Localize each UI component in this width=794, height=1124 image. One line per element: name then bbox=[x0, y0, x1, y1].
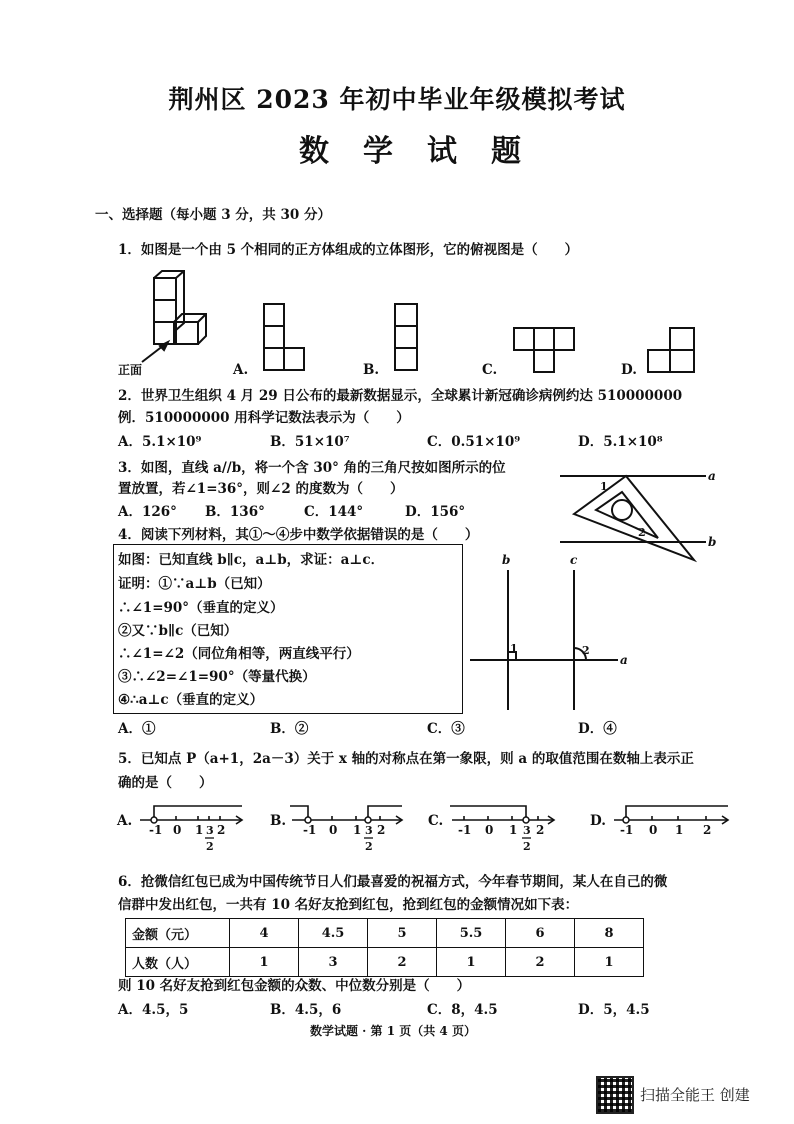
svg-text:0: 0 bbox=[649, 823, 658, 837]
q6-option-d[interactable]: D．5，4.5 bbox=[578, 1002, 650, 1018]
table-cell: 2 bbox=[368, 948, 437, 977]
svg-text:1: 1 bbox=[353, 823, 362, 837]
q4-box-line: ②又∵b∥c（已知） bbox=[118, 623, 238, 639]
table-row-header: 人数（人） bbox=[126, 948, 230, 977]
q2-stem-line2: 例．510000000 用科学记数法表示为（ ） bbox=[118, 410, 410, 426]
table-cell: 3 bbox=[299, 948, 368, 977]
q1-option-b-figure bbox=[393, 302, 433, 374]
q6-stem-line3: 则 10 名好友抢到红包金额的众数、中位数分别是（ ） bbox=[118, 978, 471, 994]
table-cell: 5.5 bbox=[437, 919, 506, 948]
svg-text:0: 0 bbox=[329, 823, 338, 837]
svg-text:0: 0 bbox=[173, 823, 182, 837]
table-row bbox=[126, 919, 644, 948]
q4-box-line: ∴∠1=∠2（同位角相等，两直线平行） bbox=[118, 646, 360, 662]
q1-option-d[interactable]: D. bbox=[621, 362, 637, 378]
svg-text:1: 1 bbox=[509, 823, 518, 837]
q5-number-line-a bbox=[138, 798, 258, 858]
q4-parallel-lines-figure bbox=[470, 550, 640, 715]
q5-number-line-d bbox=[612, 798, 742, 848]
q5-number-line-b bbox=[290, 798, 420, 858]
table-cell: 1 bbox=[437, 948, 506, 977]
q1-option-a[interactable]: A. bbox=[233, 362, 249, 378]
q4-angle2-label: 2 bbox=[582, 644, 590, 657]
svg-text:-1: -1 bbox=[620, 823, 634, 837]
table-cell: 8 bbox=[575, 919, 644, 948]
q1-option-a-figure bbox=[262, 302, 322, 374]
q3-option-d[interactable]: D．156° bbox=[405, 504, 466, 520]
svg-text:2: 2 bbox=[217, 823, 226, 837]
svg-text:1: 1 bbox=[195, 823, 204, 837]
table-cell: 2 bbox=[506, 948, 575, 977]
svg-text:2: 2 bbox=[536, 823, 545, 837]
svg-text:-1: -1 bbox=[303, 823, 317, 837]
table-row-header: 金额（元） bbox=[126, 919, 230, 948]
q4-line-c-label: c bbox=[570, 553, 578, 567]
table-cell: 4.5 bbox=[299, 919, 368, 948]
q4-option-d[interactable]: D．④ bbox=[578, 721, 617, 737]
svg-text:-1: -1 bbox=[458, 823, 472, 837]
q4-box-line: ∴∠1=90°（垂直的定义） bbox=[118, 600, 284, 616]
svg-text:2: 2 bbox=[703, 823, 712, 837]
q6-option-a[interactable]: A．4.5，5 bbox=[118, 1002, 189, 1018]
q2-stem-line1: 2．世界卫生组织 4 月 29 日公布的最新数据显示，全球累计新冠确诊病例约达 510000000 bbox=[118, 388, 683, 404]
table-cell: 5 bbox=[368, 919, 437, 948]
exam-subtitle: 数学试题 bbox=[299, 134, 555, 169]
table-cell: 6 bbox=[506, 919, 575, 948]
svg-text:1: 1 bbox=[675, 823, 684, 837]
q4-stem: 4．阅读下列材料，其①～④步中数学依据错误的是（ ） bbox=[118, 527, 479, 543]
q2-option-a[interactable]: A．5.1×10⁹ bbox=[118, 434, 202, 450]
q5-stem-line1: 5．已知点 P（a+1，2a－3）关于 x 轴的对称点在第一象限，则 a 的取值范围在数轴上表示正 bbox=[118, 751, 694, 767]
q4-option-c[interactable]: C．③ bbox=[427, 721, 465, 737]
svg-text:3: 3 bbox=[523, 824, 531, 837]
front-label: 正面 bbox=[118, 363, 143, 377]
q1-stem: 1．如图是一个由 5 个相同的正方体组成的立体图形，它的俯视图是（ ） bbox=[118, 242, 579, 258]
q4-line-b-label: b bbox=[502, 553, 511, 567]
q6-stem-line2: 信群中发出红包，一共有 10 名好友抢到红包，抢到红包的金额情况如下表： bbox=[118, 897, 579, 913]
qr-code-icon bbox=[596, 1076, 634, 1114]
q3-option-b[interactable]: B．136° bbox=[205, 504, 265, 520]
q6-option-c[interactable]: C．8，4.5 bbox=[427, 1002, 498, 1018]
section-heading: 一、选择题（每小题 3 分，共 30 分） bbox=[95, 207, 331, 223]
q1-solid-figure bbox=[118, 268, 218, 378]
svg-text:-1: -1 bbox=[149, 823, 163, 837]
q4-box-line: 证明：①∵a⊥b（已知） bbox=[118, 576, 271, 592]
svg-text:3: 3 bbox=[206, 824, 214, 837]
q4-option-b[interactable]: B．② bbox=[270, 721, 309, 737]
q3-angle1-label: 1 bbox=[600, 480, 608, 493]
q4-box-line: ④∴a⊥c（垂直的定义） bbox=[118, 692, 264, 708]
q5-option-c[interactable]: C. bbox=[428, 813, 444, 829]
q1-option-b[interactable]: B. bbox=[363, 362, 380, 378]
q3-angle2-label: 2 bbox=[638, 526, 646, 539]
q3-option-a[interactable]: A．126° bbox=[118, 504, 177, 520]
table-cell: 1 bbox=[575, 948, 644, 977]
svg-text:2: 2 bbox=[523, 840, 531, 853]
q3-line-b-label: b bbox=[708, 535, 717, 549]
q5-option-a[interactable]: A. bbox=[117, 813, 133, 829]
q4-box-line: 如图：已知直线 b∥c，a⊥b，求证：a⊥c． bbox=[118, 552, 385, 568]
q4-angle1-label: 1 bbox=[510, 642, 518, 655]
table-cell: 4 bbox=[230, 919, 299, 948]
q5-option-b[interactable]: B. bbox=[270, 813, 287, 829]
q6-red-packet-table bbox=[125, 918, 644, 977]
q1-option-d-figure bbox=[646, 326, 706, 376]
svg-text:0: 0 bbox=[485, 823, 494, 837]
q1-option-c-figure bbox=[512, 326, 582, 376]
q2-option-d[interactable]: D．5.1×10⁸ bbox=[578, 434, 663, 450]
svg-text:2: 2 bbox=[365, 840, 373, 853]
scanner-watermark: 扫描全能王 创建 bbox=[640, 1086, 750, 1104]
q4-option-a[interactable]: A．① bbox=[118, 721, 156, 737]
q2-option-b[interactable]: B．51×10⁷ bbox=[270, 434, 350, 450]
q6-option-b[interactable]: B．4.5，6 bbox=[270, 1002, 342, 1018]
svg-text:3: 3 bbox=[365, 824, 373, 837]
q5-option-d[interactable]: D. bbox=[590, 813, 606, 829]
q6-stem-line1: 6．抢微信红包已成为中国传统节日人们最喜爱的祝福方式，今年春节期间，某人在自己的微 bbox=[118, 874, 668, 890]
q3-stem-line1: 3．如图，直线 a//b，将一个含 30° 角的三角尺按如图所示的位 bbox=[118, 460, 506, 476]
svg-text:2: 2 bbox=[206, 840, 214, 853]
q3-line-a-label: a bbox=[708, 469, 716, 483]
q5-stem-line2: 确的是（ ） bbox=[118, 775, 213, 791]
table-row bbox=[126, 948, 644, 977]
page-footer: 数学试题 · 第 1 页（共 4 页） bbox=[310, 1024, 476, 1038]
svg-text:2: 2 bbox=[377, 823, 386, 837]
q3-option-c[interactable]: C．144° bbox=[304, 504, 364, 520]
q5-number-line-c bbox=[450, 798, 570, 858]
q4-box-line: ③∴∠2=∠1=90°（等量代换） bbox=[118, 669, 316, 685]
q1-option-c[interactable]: C. bbox=[482, 362, 498, 378]
q4-line-a-label: a bbox=[620, 653, 628, 667]
q2-option-c[interactable]: C．0.51×10⁹ bbox=[427, 434, 521, 450]
exam-title: 荆州区 2023 年初中毕业年级模拟考试 bbox=[168, 85, 626, 114]
table-cell: 1 bbox=[230, 948, 299, 977]
q3-stem-line2: 置放置，若∠1=36°，则∠2 的度数为（ ） bbox=[118, 481, 404, 497]
